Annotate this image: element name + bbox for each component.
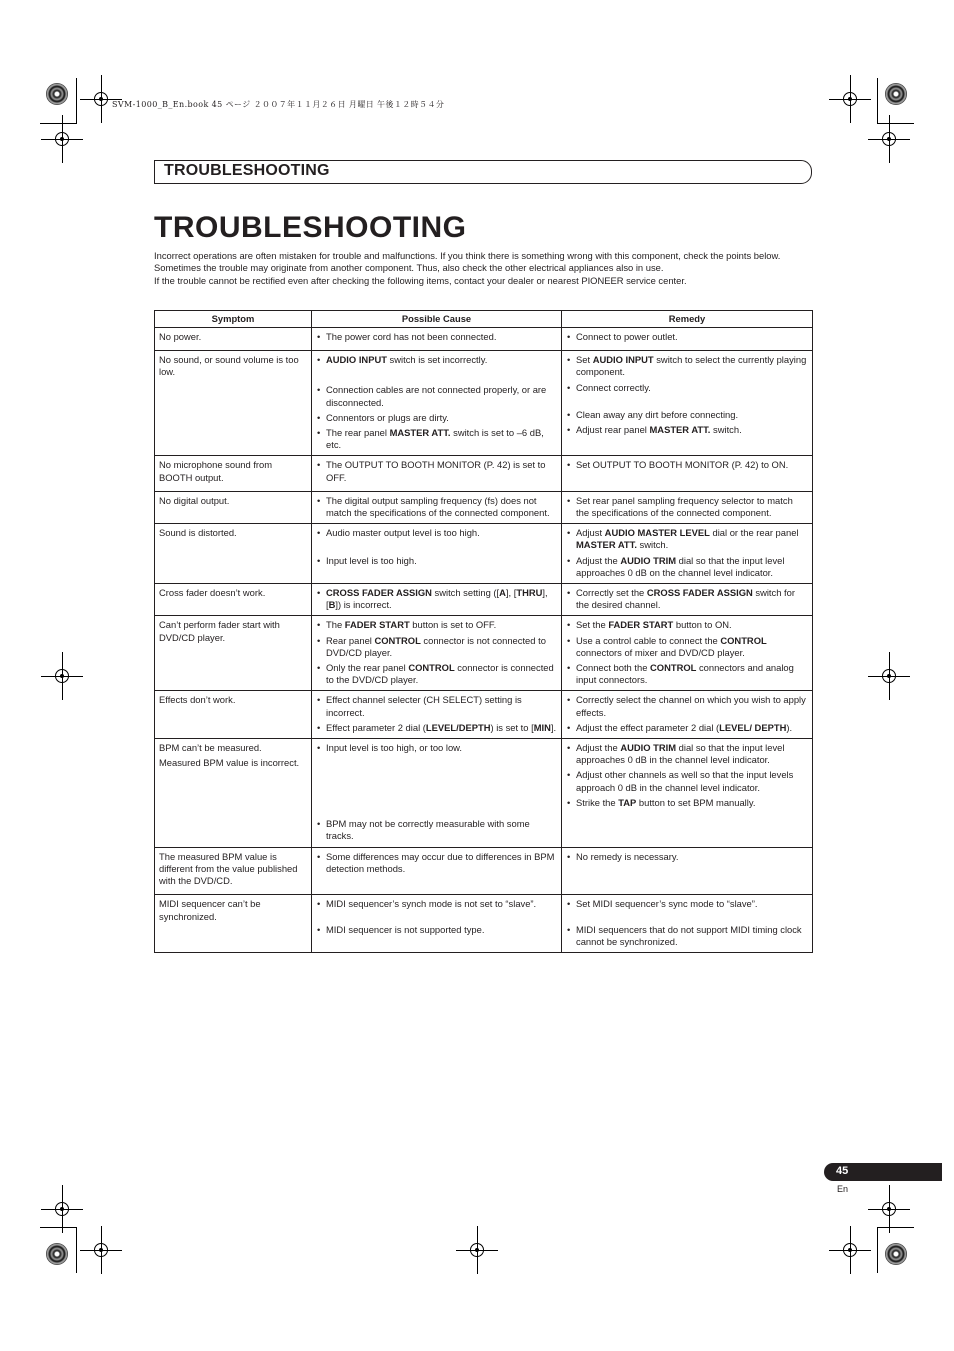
cause-text-run: MIN [533,721,551,733]
cause-text-run: AUDIO INPUT [326,354,387,366]
symptom-text: MIDI sequencer can’t be synchronized. [159,898,261,922]
table-row [155,895,813,953]
remedy-text-run: Set OUTPUT TO BOOTH MONITOR (P. 42) to ON. [576,459,789,471]
cause-bullet [316,384,557,408]
remedy-text-run: Connect both the [576,662,651,674]
cause-text-run: ]) is incorrect. [335,599,392,611]
remedy-bullet [566,898,808,910]
cause-bullet [316,818,557,842]
cause-bullet [316,527,557,539]
remedy-bullet [566,662,808,686]
remedy-text-run: dial so that the input level approaches 0 dB on the channel level indicator. [576,554,785,578]
language-label: En [837,1184,849,1194]
symptom-text: No sound, or sound volume is too low. [159,354,299,378]
book-file-line: SVM-1000_B_En.book 45 ページ ２００７年１１月２６日 月曜日 午後１２時５４分 [112,100,445,109]
cause-text-run: MIDI sequencer’s synch mode is not set to “slave”. [326,898,537,910]
remedy-bullet [566,354,808,378]
remedy-text-run: Set the [576,619,609,631]
remedy-text-run: switch. [636,539,669,551]
table-row [155,351,813,456]
cause-text-run: Audio master output level is too high. [326,527,480,539]
symptom-text: Sound is distorted. [159,527,237,539]
cause-text-run: connector is connected to the DVD/CD player. [326,662,554,686]
cause-bullet [316,427,557,451]
color-dial-icon [885,1243,907,1265]
symptom-cell [155,491,312,523]
page-title: TROUBLESHOOTING [154,211,467,244]
remedy-text-run: MIDI sequencers that do not support MIDI timing clock cannot be synchronized. [576,923,802,947]
symptom-text: The measured BPM value is different from the value published with the DVD/CD. [159,850,298,887]
cause-text-run: Effect channel selecter (CH SELECT) setting is incorrect. [326,694,522,718]
cause-cell [312,691,562,739]
remedy-bullet [566,587,808,611]
troubleshooting-table [154,310,813,953]
cause-bullet [316,851,557,875]
page-number-tab [824,1163,942,1181]
table-row [155,847,813,895]
table-row [155,491,813,523]
remedy-cell [562,456,813,491]
symptom-cell [155,328,312,351]
cause-cell [312,895,562,953]
symptom-cell [155,691,312,739]
remedy-bullet [566,424,808,436]
remedy-bullet [566,619,808,631]
cause-bullet [316,495,557,519]
cause-bullet [316,555,557,567]
cause-text-run: switch is set to –6 dB, etc. [326,427,544,451]
table-row [155,328,813,351]
intro-paragraph: Incorrect operations are often mistaken for trouble and malfunctions. If you think there is something wrong with this component, check the points below. Sometimes the trouble may originate from another component. Thus, also check the other electrical appliances also in use. [154,250,781,274]
remedy-text-run: dial so that the input level approaches 0 dB in the channel level indicator. [576,742,785,766]
cause-text-run: LEVEL/DEPTH [425,721,491,733]
table-header-row [155,311,813,328]
cause-cell [312,491,562,523]
cause-bullet [316,722,557,734]
remedy-text-run: CROSS FADER ASSIGN [646,587,753,599]
section-header-title: TROUBLESHOOTING [164,162,330,179]
trim-line [877,78,878,124]
cause-bullet [316,459,557,483]
remedy-bullet [566,459,808,471]
cause-text-run: The digital output sampling frequency (fs) does not match the specifications of the connected component. [326,494,550,519]
remedy-text-run: CONTROL [650,662,697,674]
cause-text-run: CONTROL [374,634,421,646]
cause-text-run: Effect parameter 2 dial ( [326,721,426,733]
cause-text-run: MIDI sequencer is not supported type. [326,923,485,935]
remedy-text-run: Connect to power outlet. [576,331,678,342]
remedy-cell [562,351,813,456]
remedy-bullet [566,742,808,766]
symptom-cell [155,895,312,953]
remedy-bullet [566,382,808,394]
intro-paragraph: If the trouble cannot be rectified even after checking the following items, contact your dealer or nearest PIONEER service center. [154,274,687,286]
column-header-remedy: Remedy [562,311,813,328]
remedy-text-run: AUDIO MASTER LEVEL [604,527,710,539]
symptom-text: Effects don’t work. [159,694,236,706]
cause-text-run: CROSS FADER ASSIGN [326,587,432,599]
remedy-text-run: Adjust other channels as well so that the input levels approach 0 dB in the channel level indicator. [576,769,794,793]
cause-bullet [316,924,557,936]
remedy-text-run: Clean away any dirt before connecting. [576,408,739,420]
cause-bullet [316,742,557,754]
cause-cell [312,584,562,616]
trim-line [76,1227,77,1273]
cause-text-run: Input level is too high, or too low. [326,742,463,754]
symptom-text: No microphone sound from BOOTH output. [159,459,273,483]
table-row [155,524,813,584]
cause-text-run: Some differences may occur due to differences in BPM detection methods. [326,850,555,874]
table-row [155,584,813,616]
symptom-text: Cross fader doesn’t work. [159,587,266,599]
remedy-bullet [566,527,808,551]
symptom-cell [155,456,312,491]
symptom-text: No digital output. [159,494,230,506]
trim-line [76,78,77,124]
symptom-cell [155,739,312,848]
cause-text-run: Input level is too high. [326,555,417,567]
cause-bullet [316,354,557,366]
remedy-text-run: Strike the [576,796,619,808]
remedy-cell [562,524,813,584]
remedy-text-run: FADER START [608,619,674,631]
remedy-bullet [566,924,808,948]
symptom-cell [155,524,312,584]
remedy-text-run: Set rear panel sampling frequency selector to match the specifications of the connected component. [576,494,793,519]
table-row [155,739,813,848]
trim-line [877,1227,878,1273]
trim-line [40,123,76,124]
symptom-text: Can’t perform fader start with DVD/CD player. [159,619,280,643]
remedy-text-run: button to set BPM manually. [636,796,756,808]
remedy-cell [562,847,813,895]
remedy-bullet [566,769,808,793]
remedy-text-run: switch for the desired channel. [576,587,795,611]
remedy-text-run: Set [576,354,593,366]
cause-text-run: ) is set to [ [490,721,534,733]
remedy-bullet [566,409,808,421]
remedy-text-run: Correctly set the [576,587,647,599]
symptom-cell [155,351,312,456]
cause-bullet [316,662,557,686]
remedy-text-run: No remedy is necessary. [576,850,679,862]
remedy-bullet [566,555,808,579]
cause-text-run: ], [ [326,587,548,611]
cause-bullet [316,898,557,910]
cause-bullet [316,587,557,611]
remedy-text-run: button to ON. [673,619,732,631]
remedy-cell [562,691,813,739]
remedy-text-run: Adjust the [576,554,621,566]
section-header [154,160,812,184]
cause-text-run: The power cord has not been connected. [326,331,497,342]
symptom-cell [155,616,312,691]
remedy-text-run: Use a control cable to connect the [576,634,721,646]
cause-cell [312,739,562,848]
remedy-text-run: connectors and analog input connectors. [576,662,794,686]
cause-text-run: The OUTPUT TO BOOTH MONITOR (P. 42) is set to OFF. [326,459,546,483]
cause-text-run: switch is set incorrectly. [386,354,488,366]
trim-line [878,1227,914,1228]
remedy-cell [562,739,813,848]
remedy-bullet [566,331,808,343]
column-header-cause: Possible Cause [312,311,562,328]
cause-text-run: B [328,599,336,611]
remedy-bullet [566,797,808,809]
cause-text-run: connector is not connected to DVD/CD player. [326,634,546,658]
remedy-text-run: ). [786,721,793,733]
remedy-text-run: TAP [618,796,637,808]
remedy-text-run: Adjust the effect parameter 2 dial ( [576,721,720,733]
symptom-text: BPM can’t be measured. [159,742,262,754]
cause-cell [312,616,562,691]
remedy-text-run: Connect correctly. [576,381,651,393]
remedy-text-run: AUDIO INPUT [592,354,654,366]
remedy-bullet [566,722,808,734]
symptom-text: No power. [159,331,202,342]
cause-text-run: MASTER ATT. [389,427,451,439]
cause-text-run: FADER START [344,619,410,631]
remedy-text-run: CONTROL [720,634,767,646]
cause-cell [312,847,562,895]
table-row [155,691,813,739]
remedy-cell [562,895,813,953]
cause-text-run: button is set to OFF. [409,619,497,631]
table-body [155,328,813,953]
cause-text-run: CONTROL [408,662,455,674]
remedy-text-run: LEVEL/ DEPTH [719,721,787,733]
remedy-text-run: Adjust the [576,742,621,754]
color-dial-icon [46,83,68,105]
remedy-text-run: Set MIDI sequencer’s sync mode to “slave”. [576,898,758,910]
cause-text-run: Connection cables are not connected properly, or are disconnected. [326,384,547,408]
cause-cell [312,456,562,491]
symptom-cell [155,847,312,895]
cause-text-run: A [499,587,506,599]
remedy-text-run: connectors of mixer and DVD/CD player. [576,646,745,658]
cause-text-run: ], [ [505,587,517,599]
color-dial-icon [46,1243,68,1265]
cause-bullet [316,635,557,659]
cause-text-run: ]. [550,721,557,733]
cause-text-run: The rear panel [326,427,390,439]
remedy-cell [562,616,813,691]
cause-bullet [316,331,557,343]
remedy-text-run: MASTER ATT. [576,539,637,551]
cause-cell [312,328,562,351]
cause-text-run: BPM may not be correctly measurable with some tracks. [326,818,530,842]
cause-bullet [316,412,557,424]
table-row [155,456,813,491]
color-dial-icon [885,83,907,105]
remedy-cell [562,491,813,523]
cause-bullet [316,694,557,718]
remedy-cell [562,328,813,351]
cause-cell [312,524,562,584]
cause-cell [312,351,562,456]
cause-text-run: Only the rear panel [326,662,409,674]
remedy-text-run: Correctly select the channel on which you wish to apply effects. [576,694,806,718]
remedy-bullet [566,694,808,718]
remedy-bullet [566,851,808,863]
symptom-cell [155,584,312,616]
remedy-text-run: Adjust [576,527,605,539]
column-header-symptom: Symptom [155,311,312,328]
remedy-bullet [566,635,808,659]
remedy-text-run: dial or the rear panel [709,527,799,539]
cause-text-run: switch setting ([ [431,587,500,599]
cause-bullet [316,619,557,631]
cause-text-run: Rear panel [326,634,375,646]
remedy-text-run: AUDIO TRIM [620,742,677,754]
cause-text-run: Connentors or plugs are dirty. [326,411,449,423]
symptom-text: Measured BPM value is incorrect. [159,757,300,769]
remedy-text-run: MASTER ATT. [649,424,711,436]
remedy-text-run: AUDIO TRIM [620,554,677,566]
cause-text-run: The [326,619,345,631]
trim-line [878,123,914,124]
intro-text [154,250,812,287]
remedy-bullet [566,495,808,519]
remedy-cell [562,584,813,616]
remedy-text-run: Adjust rear panel [576,424,650,436]
remedy-text-run: switch. [710,424,742,436]
remedy-text-run: switch to select the currently playing component. [576,354,807,378]
trim-line [40,1227,76,1228]
page-number: 45 [836,1165,849,1177]
table-row [155,616,813,691]
cause-text-run: THRU [516,587,543,599]
